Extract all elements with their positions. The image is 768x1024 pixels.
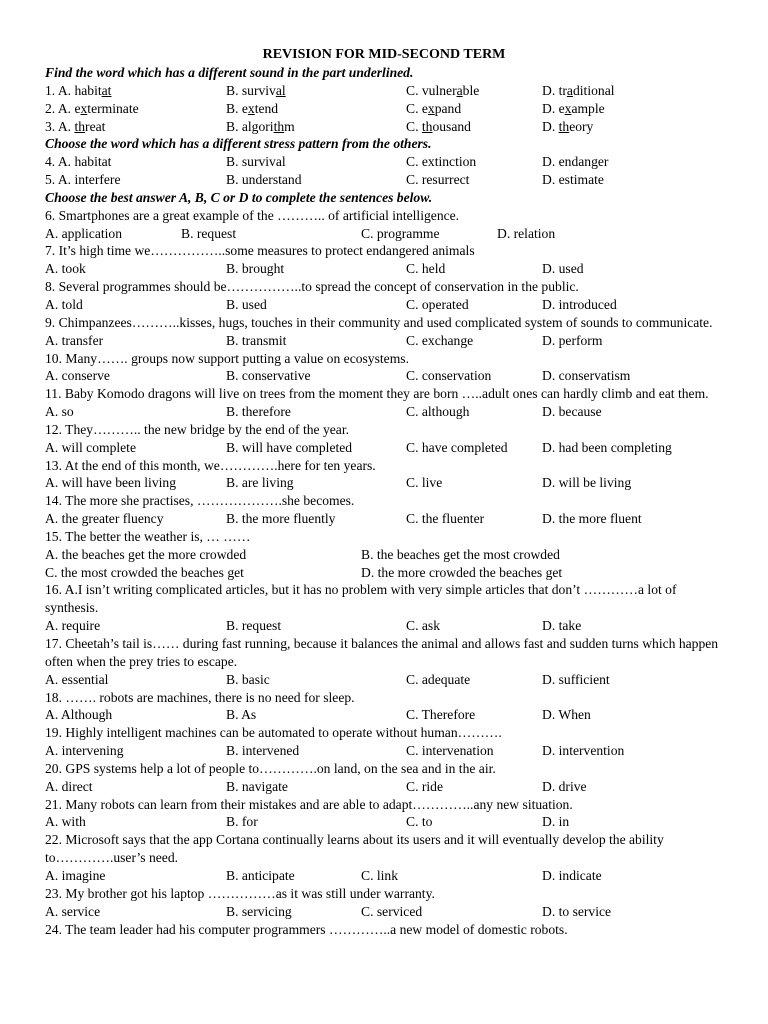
question-17-text: 17. Cheetah’s tail is…… during fast running, because it balances the animal and allows fast and sudden turns which happen often when the prey tries to escape. xyxy=(45,636,719,669)
question-12-options xyxy=(45,439,735,457)
q10-option-c: C. conservation xyxy=(406,368,492,384)
question-12-text: 12. They……….. the new bridge by the end of the year. xyxy=(45,421,350,437)
q22-option-d: D. indicate xyxy=(542,867,602,883)
question-4-options xyxy=(45,153,735,171)
question-19-text: 19. Highly intelligent machines can be automated to operate without human………. xyxy=(45,725,502,741)
question-22-options xyxy=(45,867,735,885)
q20-option-d: D. drive xyxy=(542,778,587,794)
question-2-options xyxy=(45,100,735,118)
question-21-options xyxy=(45,813,735,831)
q20-option-a: A. direct xyxy=(45,778,93,794)
q13-option-c: C. live xyxy=(406,475,443,491)
question-9-options xyxy=(45,332,735,350)
q21-option-d: D. in xyxy=(542,814,570,830)
question-9-text: 9. Chimpanzees………..kisses, hugs, touches in their community and used complicated system of sounds to communicate. xyxy=(45,314,713,330)
q13-option-a: A. will have been living xyxy=(45,475,176,491)
q4-option-b: B. survival xyxy=(226,154,286,170)
q1-option-b: B. survival xyxy=(226,82,286,98)
question-3-options xyxy=(45,118,735,136)
q6-option-c: C. programme xyxy=(361,225,440,241)
q12-option-b: B. will have completed xyxy=(226,439,353,455)
q8-option-d: D. introduced xyxy=(542,296,617,312)
q18-option-b: B. As xyxy=(226,707,257,723)
q3-option-c: C. thousand xyxy=(406,118,471,134)
section-instruction-stress: Choose the word which has a different stress pattern from the others. xyxy=(45,136,432,152)
question-7-text: 7. It’s high time we……………..some measures to protect endangered animals xyxy=(45,243,475,259)
question-5-options xyxy=(45,171,735,189)
question-7-options xyxy=(45,260,735,278)
q20-option-b: B. navigate xyxy=(226,778,288,794)
question-22-text: 22. Microsoft says that the app Cortana continually learns about its users and it will eventually develop the ability to………….user’s need. xyxy=(45,832,664,866)
q2-option-c: C. expand xyxy=(406,100,462,116)
question-16-text: 16. A.I isn’t writing complicated articles, but it has no problem with very simple articles that don’t …………a lot of synthesis. xyxy=(45,582,677,616)
q17-option-a: A. essential xyxy=(45,671,109,687)
question-15-options-cd xyxy=(45,564,735,582)
q4-option-c: C. extinction xyxy=(406,154,477,170)
q4-option-d: D. endanger xyxy=(542,154,609,170)
question-18-options xyxy=(45,706,735,724)
question-8-text: 8. Several programmes should be……………..to spread the concept of conservation in the public. xyxy=(45,279,579,295)
q9-option-d: D. perform xyxy=(542,332,603,348)
q19-option-d: D. intervention xyxy=(542,743,625,759)
q22-option-c: C. link xyxy=(361,867,399,883)
q1-option-d: D. traditional xyxy=(542,82,615,98)
q11-option-a: A. so xyxy=(45,404,74,420)
q14-option-a: A. the greater fluency xyxy=(45,511,164,527)
q2-option-d: D. example xyxy=(542,100,605,116)
q22-option-b: B. anticipate xyxy=(226,867,295,883)
question-21-text: 21. Many robots can learn from their mistakes and are able to adapt…………..any new situation. xyxy=(45,796,573,812)
q12-option-a: A. will complete xyxy=(45,439,136,455)
q12-option-d: D. had been completing xyxy=(542,439,672,455)
worksheet-content xyxy=(45,64,735,938)
q16-option-d: D. take xyxy=(542,618,582,634)
q11-option-d: D. because xyxy=(542,404,602,420)
question-6-options xyxy=(45,225,735,243)
q13-option-b: B. are living xyxy=(226,475,294,491)
q21-option-a: A. with xyxy=(45,814,86,830)
question-17-options xyxy=(45,671,735,689)
q17-option-b: B. basic xyxy=(226,671,270,687)
q7-option-c: C. held xyxy=(406,261,446,277)
q17-option-d: D. sufficient xyxy=(542,671,610,687)
q19-option-c: C. intervenation xyxy=(406,743,494,759)
q10-option-d: D. conservatism xyxy=(542,368,631,384)
q19-option-a: A. intervening xyxy=(45,743,124,759)
question-11-text: 11. Baby Komodo dragons will live on trees from the moment they are born …..adult ones can hardly climb and eat them. xyxy=(45,386,709,402)
q11-option-b: B. therefore xyxy=(226,404,291,420)
q3-option-b: B. algorithm xyxy=(226,118,295,134)
question-24-text: 24. The team leader had his computer programmers …………..a new model of domestic robots. xyxy=(45,921,568,937)
q16-option-c: C. ask xyxy=(406,618,440,634)
q22-option-a: A. imagine xyxy=(45,867,106,883)
q14-option-c: C. the fluenter xyxy=(406,511,485,527)
q15-option-a: A. the beaches get the more crowded xyxy=(45,546,247,562)
q7-option-d: D. used xyxy=(542,261,584,277)
q23-option-d: D. to service xyxy=(542,903,612,919)
q7-option-b: B. brought xyxy=(226,261,285,277)
q23-option-a: A. service xyxy=(45,903,101,919)
q16-option-a: A. require xyxy=(45,618,101,634)
q17-option-c: C. adequate xyxy=(406,671,471,687)
question-8-options xyxy=(45,296,735,314)
q15-option-b: B. the beaches get the most crowded xyxy=(361,546,560,562)
q8-option-c: C. operated xyxy=(406,296,469,312)
q14-option-d: D. the more fluent xyxy=(542,511,642,527)
q15-option-d: D. the more crowded the beaches get xyxy=(361,564,563,580)
question-23-text: 23. My brother got his laptop ……………as it was still under warranty. xyxy=(45,885,435,901)
question-15-text: 15. The better the weather is, … …… xyxy=(45,528,251,544)
q1-option-c: C. vulnerable xyxy=(406,82,480,98)
q1-option-a: 1. A. habitat xyxy=(45,82,112,98)
q5-option-b: B. understand xyxy=(226,172,302,188)
q9-option-c: C. exchange xyxy=(406,332,474,348)
question-23-options xyxy=(45,903,735,921)
question-19-options xyxy=(45,742,735,760)
section-instruction-sound: Find the word which has a different sound in the part underlined. xyxy=(45,65,414,80)
q18-option-d: D. When xyxy=(542,707,591,723)
q21-option-c: C. to xyxy=(406,814,433,830)
q9-option-b: B. transmit xyxy=(226,332,287,348)
q20-option-c: C. ride xyxy=(406,778,443,794)
question-15-options-ab xyxy=(45,546,735,564)
q12-option-c: C. have completed xyxy=(406,439,508,455)
q2-option-a: 2. A. exterminate xyxy=(45,100,139,116)
q11-option-c: C. although xyxy=(406,404,470,420)
q3-option-a: 3. A. threat xyxy=(45,118,106,134)
question-11-options xyxy=(45,403,735,421)
question-1-options xyxy=(45,82,735,100)
question-14-text: 14. The more she practises, ……………….she becomes. xyxy=(45,493,355,509)
q6-option-b: B. request xyxy=(181,225,237,241)
question-16-options xyxy=(45,617,735,635)
q8-option-b: B. used xyxy=(226,296,267,312)
q18-option-a: A. Although xyxy=(45,707,113,723)
q8-option-a: A. told xyxy=(45,296,83,312)
q3-option-d: D. theory xyxy=(542,118,594,134)
q19-option-b: B. intervened xyxy=(226,743,300,759)
q10-option-b: B. conservative xyxy=(226,368,311,384)
section-instruction-complete: Choose the best answer A, B, C or D to complete the sentences below. xyxy=(45,189,433,205)
q10-option-a: A. conserve xyxy=(45,368,110,384)
question-6-text: 6. Smartphones are a great example of the ……….. of artificial intelligence. xyxy=(45,207,460,223)
question-20-text: 20. GPS systems help a lot of people to………….on land, on the sea and in the air. xyxy=(45,760,496,776)
q15-option-c: C. the most crowded the beaches get xyxy=(45,564,244,580)
q16-option-b: B. request xyxy=(226,618,282,634)
q2-option-b: B. extend xyxy=(226,100,279,116)
q23-option-b: B. servicing xyxy=(226,903,292,919)
q4-option-a: 4. A. habitat xyxy=(45,154,112,170)
q5-option-c: C. resurrect xyxy=(406,172,470,188)
q5-option-d: D. estimate xyxy=(542,172,604,188)
question-20-options xyxy=(45,778,735,796)
q5-option-a: 5. A. interfere xyxy=(45,172,121,188)
q23-option-c: C. serviced xyxy=(361,903,423,919)
question-13-text: 13. At the end of this month, we………….here for ten years. xyxy=(45,457,376,473)
q21-option-b: B. for xyxy=(226,814,258,830)
q7-option-a: A. took xyxy=(45,261,86,277)
q9-option-a: A. transfer xyxy=(45,332,104,348)
question-18-text: 18. ……. robots are machines, there is no need for sleep. xyxy=(45,689,355,705)
question-13-options xyxy=(45,474,735,492)
page-title: REVISION FOR MID-SECOND TERM xyxy=(262,47,506,62)
question-10-text: 10. Many……. groups now support putting a value on ecosystems. xyxy=(45,350,409,366)
question-10-options xyxy=(45,367,735,385)
q18-option-c: C. Therefore xyxy=(406,707,476,723)
q6-option-a: A. application xyxy=(45,225,123,241)
q6-option-d: D. relation xyxy=(497,225,556,241)
q14-option-b: B. the more fluently xyxy=(226,511,336,527)
question-14-options xyxy=(45,510,735,528)
q13-option-d: D. will be living xyxy=(542,475,632,491)
